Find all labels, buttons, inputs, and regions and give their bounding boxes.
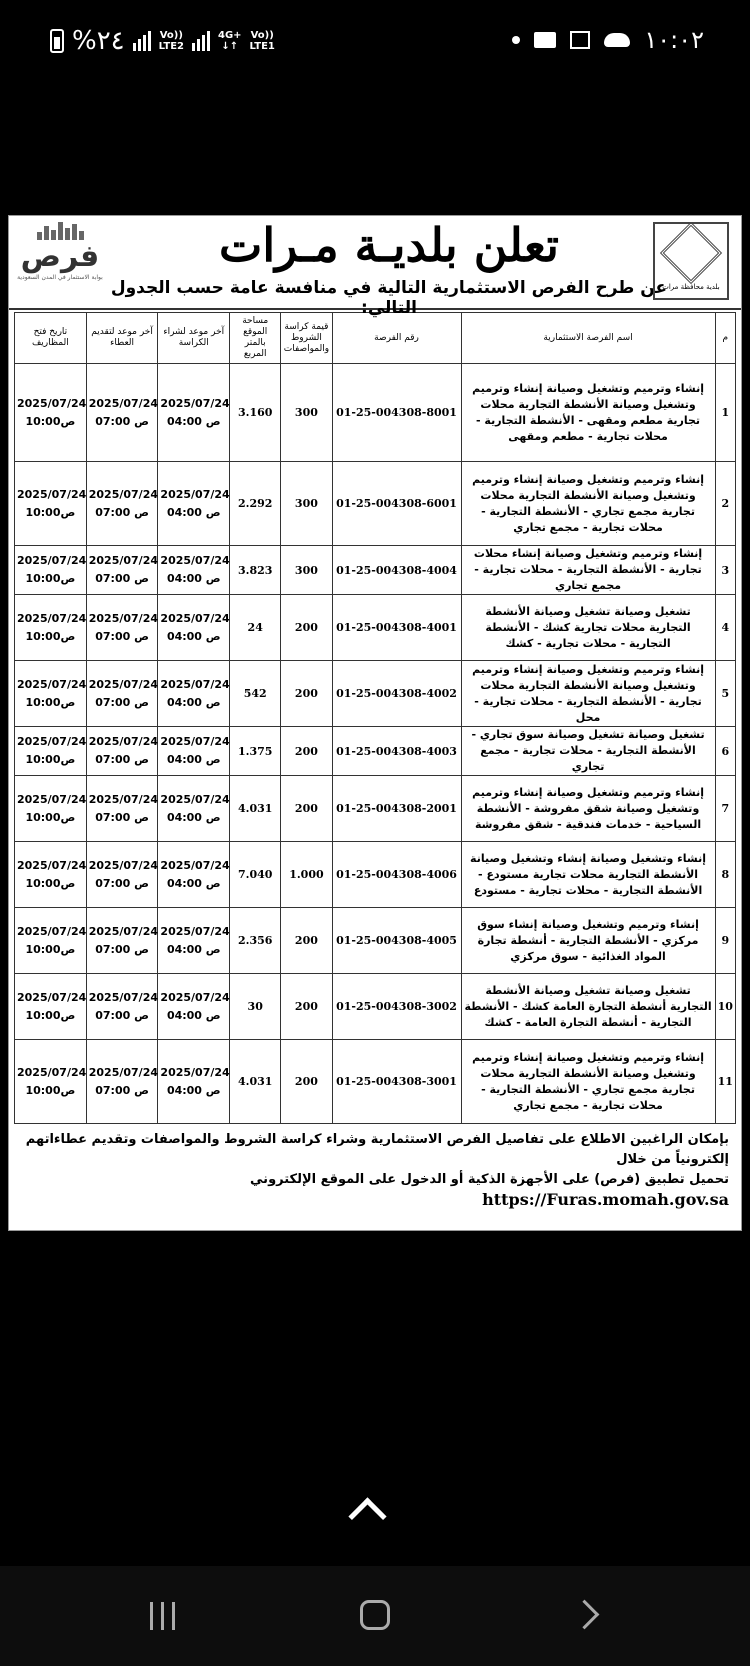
table-row <box>15 974 736 1040</box>
opening-date-date: 2025/07/24 <box>17 1065 87 1079</box>
footer-line-1: بإمكان الراغبين الاطلاع على تفاصيل الفرص الاستثمارية وشراء كراسة الشروط والمواصفات وتقديم عطاءاتهم إلكترونياً من خلال <box>25 1132 729 1167</box>
furas-logo-tagline: بوابة الاستثمار في المدن السعودية <box>17 274 103 281</box>
submit-deadline <box>86 595 158 661</box>
buy-deadline-time: 04:00 ص <box>166 810 221 824</box>
submit-deadline <box>86 1040 158 1124</box>
home-button[interactable] <box>360 1600 390 1630</box>
booklet-fee: 200 <box>281 727 332 776</box>
table-row <box>15 546 736 595</box>
buy-deadline-date: 2025/07/24 <box>160 924 230 938</box>
opening-date-time: 10:00ص <box>25 810 76 824</box>
ad-header <box>9 216 741 318</box>
submit-deadline-time: 07:00 ص <box>95 629 149 643</box>
submit-deadline-date: 2025/07/24 <box>88 554 158 567</box>
chevron-up-icon[interactable] <box>348 1497 386 1535</box>
signal-icon-sim2 <box>192 31 210 51</box>
ad-footer <box>9 1124 741 1212</box>
submit-deadline-date: 2025/07/24 <box>88 990 158 1004</box>
opportunity-id: 01-25-004308-3002 <box>332 974 461 1040</box>
sim2-label: Vo)) LTE1 <box>249 30 275 52</box>
col-header-id: رقم الفرصة <box>332 313 461 364</box>
submit-deadline-date: 2025/07/24 <box>88 858 158 872</box>
back-button[interactable] <box>570 1600 600 1630</box>
status-right <box>512 26 704 54</box>
opening-date <box>15 364 87 462</box>
opening-date-date: 2025/07/24 <box>17 735 87 748</box>
submit-deadline-time: 07:00 ص <box>95 942 149 956</box>
opening-date-date: 2025/07/24 <box>17 611 87 625</box>
ad-subtitle: عن طرح الفرص الاستثمارية التالية في منافسة عامة حسب الجدول التالي: <box>110 278 668 318</box>
booklet-fee: 200 <box>281 595 332 661</box>
table-row <box>15 908 736 974</box>
row-number: 2 <box>715 462 735 546</box>
buy-deadline-date: 2025/07/24 <box>160 611 230 625</box>
opening-date <box>15 661 87 727</box>
opportunity-name: تشغيل وصيانة تشغيل وصيانة الأنشطة التجارية أنشطة التجارة العامة كشك - الأنشطة التجارية - أنشطة التجارة العامة - كشك <box>461 974 715 1040</box>
opening-date <box>15 974 87 1040</box>
submit-deadline-time: 07:00 ص <box>95 876 149 890</box>
buy-deadline <box>158 842 230 908</box>
buy-deadline <box>158 974 230 1040</box>
site-area: 542 <box>230 661 281 727</box>
opening-date-time: 10:00ص <box>25 629 76 643</box>
booklet-fee: 200 <box>281 661 332 727</box>
municipality-logo-caption: بلدية محافظة مرات <box>662 283 720 291</box>
buy-deadline <box>158 462 230 546</box>
opening-date-time: 10:00ص <box>25 695 76 709</box>
cloud-icon <box>604 33 630 47</box>
opportunity-name: إنشاء وترميم وتشغيل وصيانة إنشاء وترميم وتشغيل وصيانة الأنشطة التجارية محلات تجارية مطعم ومقهى - الأنشطة التجارية - محلات تجارية - مطعم ومقهى <box>461 364 715 462</box>
submit-deadline <box>86 462 158 546</box>
booklet-fee: 200 <box>281 776 332 842</box>
buy-deadline-time: 04:00 ص <box>166 505 221 519</box>
buy-deadline <box>158 776 230 842</box>
opportunity-id: 01-25-004308-4002 <box>332 661 461 727</box>
submit-deadline-date: 2025/07/24 <box>88 735 158 748</box>
table-row <box>15 364 736 462</box>
buy-deadline <box>158 727 230 776</box>
buy-deadline-date: 2025/07/24 <box>160 735 230 748</box>
row-number: 6 <box>715 727 735 776</box>
opportunity-name: إنشاء وترميم وتشغيل وصيانة إنشاء سوق مركزي - الأنشطة التجارية - أنشطة تجارة المواد الغذائية - سوق مركزي <box>461 908 715 974</box>
site-area: 4.031 <box>230 776 281 842</box>
submit-deadline-time: 07:00 ص <box>95 810 149 824</box>
site-area: 7.040 <box>230 842 281 908</box>
row-number: 8 <box>715 842 735 908</box>
furas-logo <box>17 222 103 296</box>
submit-deadline-date: 2025/07/24 <box>88 487 158 501</box>
row-number: 1 <box>715 364 735 462</box>
opening-date-date: 2025/07/24 <box>17 677 87 691</box>
opening-date-time: 10:00ص <box>25 505 76 519</box>
opportunity-id: 01-25-004308-4003 <box>332 727 461 776</box>
col-header-name: اسم الفرصة الاستثمارية <box>461 313 715 364</box>
submit-deadline-time: 07:00 ص <box>95 1008 149 1022</box>
submit-deadline-time: 07:00 ص <box>95 695 149 709</box>
submit-deadline <box>86 908 158 974</box>
sim1-label: Vo)) LTE2 <box>158 30 184 52</box>
opening-date-time: 10:00ص <box>25 572 76 585</box>
recent-apps-button[interactable] <box>150 1602 175 1630</box>
opportunity-name: تشغيل وصيانة تشغيل وصيانة سوق تجاري - الأنشطة التجارية - محلات تجارية - مجمع تجاري <box>461 727 715 776</box>
table-row <box>15 1040 736 1124</box>
opportunity-id: 01-25-004308-3001 <box>332 1040 461 1124</box>
opening-date <box>15 776 87 842</box>
site-area: 2.292 <box>230 462 281 546</box>
table-row <box>15 776 736 842</box>
buy-deadline-time: 04:00 ص <box>166 942 221 956</box>
opportunity-id: 01-25-004308-4001 <box>332 595 461 661</box>
table-row <box>15 595 736 661</box>
row-number: 11 <box>715 1040 735 1124</box>
opening-date <box>15 908 87 974</box>
buy-deadline-date: 2025/07/24 <box>160 1065 230 1079</box>
submit-deadline-date: 2025/07/24 <box>88 1065 158 1079</box>
submit-deadline-time: 07:00 ص <box>95 572 149 585</box>
opening-date <box>15 595 87 661</box>
site-area: 1.375 <box>230 727 281 776</box>
opening-date <box>15 842 87 908</box>
submit-deadline-time: 07:00 ص <box>95 414 149 428</box>
buy-deadline-date: 2025/07/24 <box>160 792 230 806</box>
battery-level: %٢٤ <box>72 26 125 56</box>
submit-deadline-time: 07:00 ص <box>95 505 149 519</box>
booklet-fee: 300 <box>281 462 332 546</box>
opportunity-name: إنشاء وترميم وتشغيل وصيانة إنشاء وترميم وتشغيل وصيانة الأنشطة التجارية محلات تجارية مجمع تجاري - الأنشطة التجارية - محلات تجارية - مجمع تجاري <box>461 462 715 546</box>
booklet-fee: 300 <box>281 364 332 462</box>
buy-deadline-date: 2025/07/24 <box>160 677 230 691</box>
opening-date-date: 2025/07/24 <box>17 487 87 501</box>
table-header-row <box>15 313 736 364</box>
submit-deadline-date: 2025/07/24 <box>88 677 158 691</box>
opening-date <box>15 727 87 776</box>
folder-icon <box>534 32 556 48</box>
battery-icon <box>50 29 64 53</box>
sim2-network <box>218 30 242 52</box>
opportunity-id: 01-25-004308-8001 <box>332 364 461 462</box>
row-number: 3 <box>715 546 735 595</box>
buy-deadline-time: 04:00 ص <box>166 695 221 709</box>
row-number: 7 <box>715 776 735 842</box>
submit-deadline <box>86 661 158 727</box>
booklet-fee: 1.000 <box>281 842 332 908</box>
opening-date <box>15 546 87 595</box>
opening-date-date: 2025/07/24 <box>17 990 87 1004</box>
table-row <box>15 462 736 546</box>
opening-date-date: 2025/07/24 <box>17 858 87 872</box>
col-header-opening-date: تاريخ فتح المظاريف <box>15 313 87 364</box>
site-area: 24 <box>230 595 281 661</box>
col-header-buy-deadline: آخر موعد لشراء الكراسة <box>158 313 230 364</box>
booklet-fee: 200 <box>281 974 332 1040</box>
opening-date <box>15 462 87 546</box>
buy-deadline-date: 2025/07/24 <box>160 554 230 567</box>
municipality-logo <box>653 222 729 300</box>
newspaper-ad-image[interactable] <box>8 215 742 1231</box>
submit-deadline <box>86 974 158 1040</box>
submit-deadline <box>86 776 158 842</box>
opportunity-name: إنشاء وترميم وتشغيل وصيانة إنشاء وترميم وتشغيل وصيانة الأنشطة التجارية محلات تجارية - الأنشطة التجارية - محلات تجارية - محل <box>461 661 715 727</box>
clock: ١٠:٠٢ <box>644 26 704 54</box>
opening-date <box>15 1040 87 1124</box>
buy-deadline <box>158 546 230 595</box>
submit-deadline-date: 2025/07/24 <box>88 611 158 625</box>
status-bar <box>0 0 750 80</box>
ad-title: تعلن بلديـة مـرات <box>219 218 559 272</box>
table-row <box>15 661 736 727</box>
opportunity-name: تشغيل وصيانة تشغيل وصيانة الأنشطة التجارية محلات تجارية كشك - الأنشطة التجارية - محلات تجارية - كشك <box>461 595 715 661</box>
emblem-icon <box>660 222 722 284</box>
opening-date-time: 10:00ص <box>25 753 76 766</box>
buy-deadline <box>158 908 230 974</box>
opening-date-time: 10:00ص <box>25 1008 76 1022</box>
opening-date-date: 2025/07/24 <box>17 554 87 567</box>
col-header-fee: قيمة كراسة الشروط والمواصفات <box>281 313 332 364</box>
submit-deadline-date: 2025/07/24 <box>88 792 158 806</box>
opportunity-id: 01-25-004308-2001 <box>332 776 461 842</box>
navigation-bar <box>0 1566 750 1666</box>
opportunity-name: إنشاء وترميم وتشغيل وصيانة إنشاء وترميم وتشغيل وصيانة شقق مفروشة - الأنشطة السياحية - خدمات فندقية - شقق مفروشة <box>461 776 715 842</box>
footer-line-2: تحميل تطبيق (فرص) على الأجهزة الذكية أو الدخول على الموقع الإلكتروني <box>250 1172 729 1187</box>
row-number: 5 <box>715 661 735 727</box>
status-left <box>50 26 275 56</box>
opening-date-time: 10:00ص <box>25 876 76 890</box>
buy-deadline <box>158 661 230 727</box>
buy-deadline-time: 04:00 ص <box>166 753 221 766</box>
booklet-fee: 200 <box>281 908 332 974</box>
data-arrows-icon: ↓↑ <box>221 41 239 52</box>
opportunity-id: 01-25-004308-6001 <box>332 462 461 546</box>
buy-deadline-time: 04:00 ص <box>166 629 221 643</box>
buy-deadline-time: 04:00 ص <box>166 1083 221 1097</box>
opening-date-time: 10:00ص <box>25 1083 76 1097</box>
submit-deadline-time: 07:00 ص <box>95 1083 149 1097</box>
booklet-fee: 200 <box>281 1040 332 1124</box>
opportunity-id: 01-25-004308-4005 <box>332 908 461 974</box>
opportunities-table <box>14 312 736 1124</box>
calendar-icon <box>570 31 590 49</box>
row-number: 10 <box>715 974 735 1040</box>
submit-deadline <box>86 727 158 776</box>
opportunity-name: إنشاء وتشغيل وصيانة إنشاء وتشغيل وصيانة الأنشطة التجارية محلات تجارية مستودع - الأنشطة التجارية - محلات تجارية - مستودع <box>461 842 715 908</box>
buy-deadline-time: 04:00 ص <box>166 414 221 428</box>
buy-deadline-time: 04:00 ص <box>166 572 221 585</box>
buy-deadline-date: 2025/07/24 <box>160 990 230 1004</box>
opportunity-name: إنشاء وترميم وتشغيل وصيانة إنشاء وترميم وتشغيل وصيانة الأنشطة التجارية محلات تجارية مجمع تجاري - الأنشطة التجارية - محلات تجارية - مجمع تجاري <box>461 1040 715 1124</box>
opportunity-id: 01-25-004308-4004 <box>332 546 461 595</box>
site-area: 2.356 <box>230 908 281 974</box>
buy-deadline <box>158 1040 230 1124</box>
site-area: 3.823 <box>230 546 281 595</box>
submit-deadline-time: 07:00 ص <box>95 753 149 766</box>
buy-deadline-date: 2025/07/24 <box>160 858 230 872</box>
submit-deadline-date: 2025/07/24 <box>88 924 158 938</box>
submit-deadline-date: 2025/07/24 <box>88 396 158 410</box>
buy-deadline-date: 2025/07/24 <box>160 396 230 410</box>
buy-deadline-time: 04:00 ص <box>166 876 221 890</box>
opening-date-date: 2025/07/24 <box>17 792 87 806</box>
submit-deadline <box>86 546 158 595</box>
buy-deadline <box>158 595 230 661</box>
opening-date-time: 10:00ص <box>25 942 76 956</box>
booklet-fee: 300 <box>281 546 332 595</box>
buy-deadline <box>158 364 230 462</box>
site-area: 4.031 <box>230 1040 281 1124</box>
furas-website-url: https://Furas.momah.gov.sa <box>482 1190 729 1209</box>
notification-dot-icon <box>512 36 520 44</box>
col-header-submit-deadline: آخر موعد لتقديم العطاء <box>86 313 158 364</box>
buy-deadline-time: 04:00 ص <box>166 1008 221 1022</box>
signal-icon-sim1 <box>133 31 151 51</box>
opening-date-time: 10:00ص <box>25 414 76 428</box>
site-area: 30 <box>230 974 281 1040</box>
col-header-no: م <box>715 313 735 364</box>
opportunity-id: 01-25-004308-4006 <box>332 842 461 908</box>
opening-date-date: 2025/07/24 <box>17 396 87 410</box>
row-number: 4 <box>715 595 735 661</box>
furas-logo-word: فرص <box>20 239 100 274</box>
sim2-network-type: 4G+ <box>217 30 242 41</box>
opening-date-date: 2025/07/24 <box>17 924 87 938</box>
table-row <box>15 727 736 776</box>
skyline-icon <box>17 222 103 240</box>
submit-deadline <box>86 364 158 462</box>
col-header-area: مساحة الموقع بالمتر المربع <box>230 313 281 364</box>
buy-deadline-date: 2025/07/24 <box>160 487 230 501</box>
submit-deadline <box>86 842 158 908</box>
table-row <box>15 842 736 908</box>
site-area: 3.160 <box>230 364 281 462</box>
opportunity-name: إنشاء وترميم وتشغيل وصيانة إنشاء محلات تجارية - الأنشطة التجارية - محلات تجارية - مجمع تجاري <box>461 546 715 595</box>
row-number: 9 <box>715 908 735 974</box>
